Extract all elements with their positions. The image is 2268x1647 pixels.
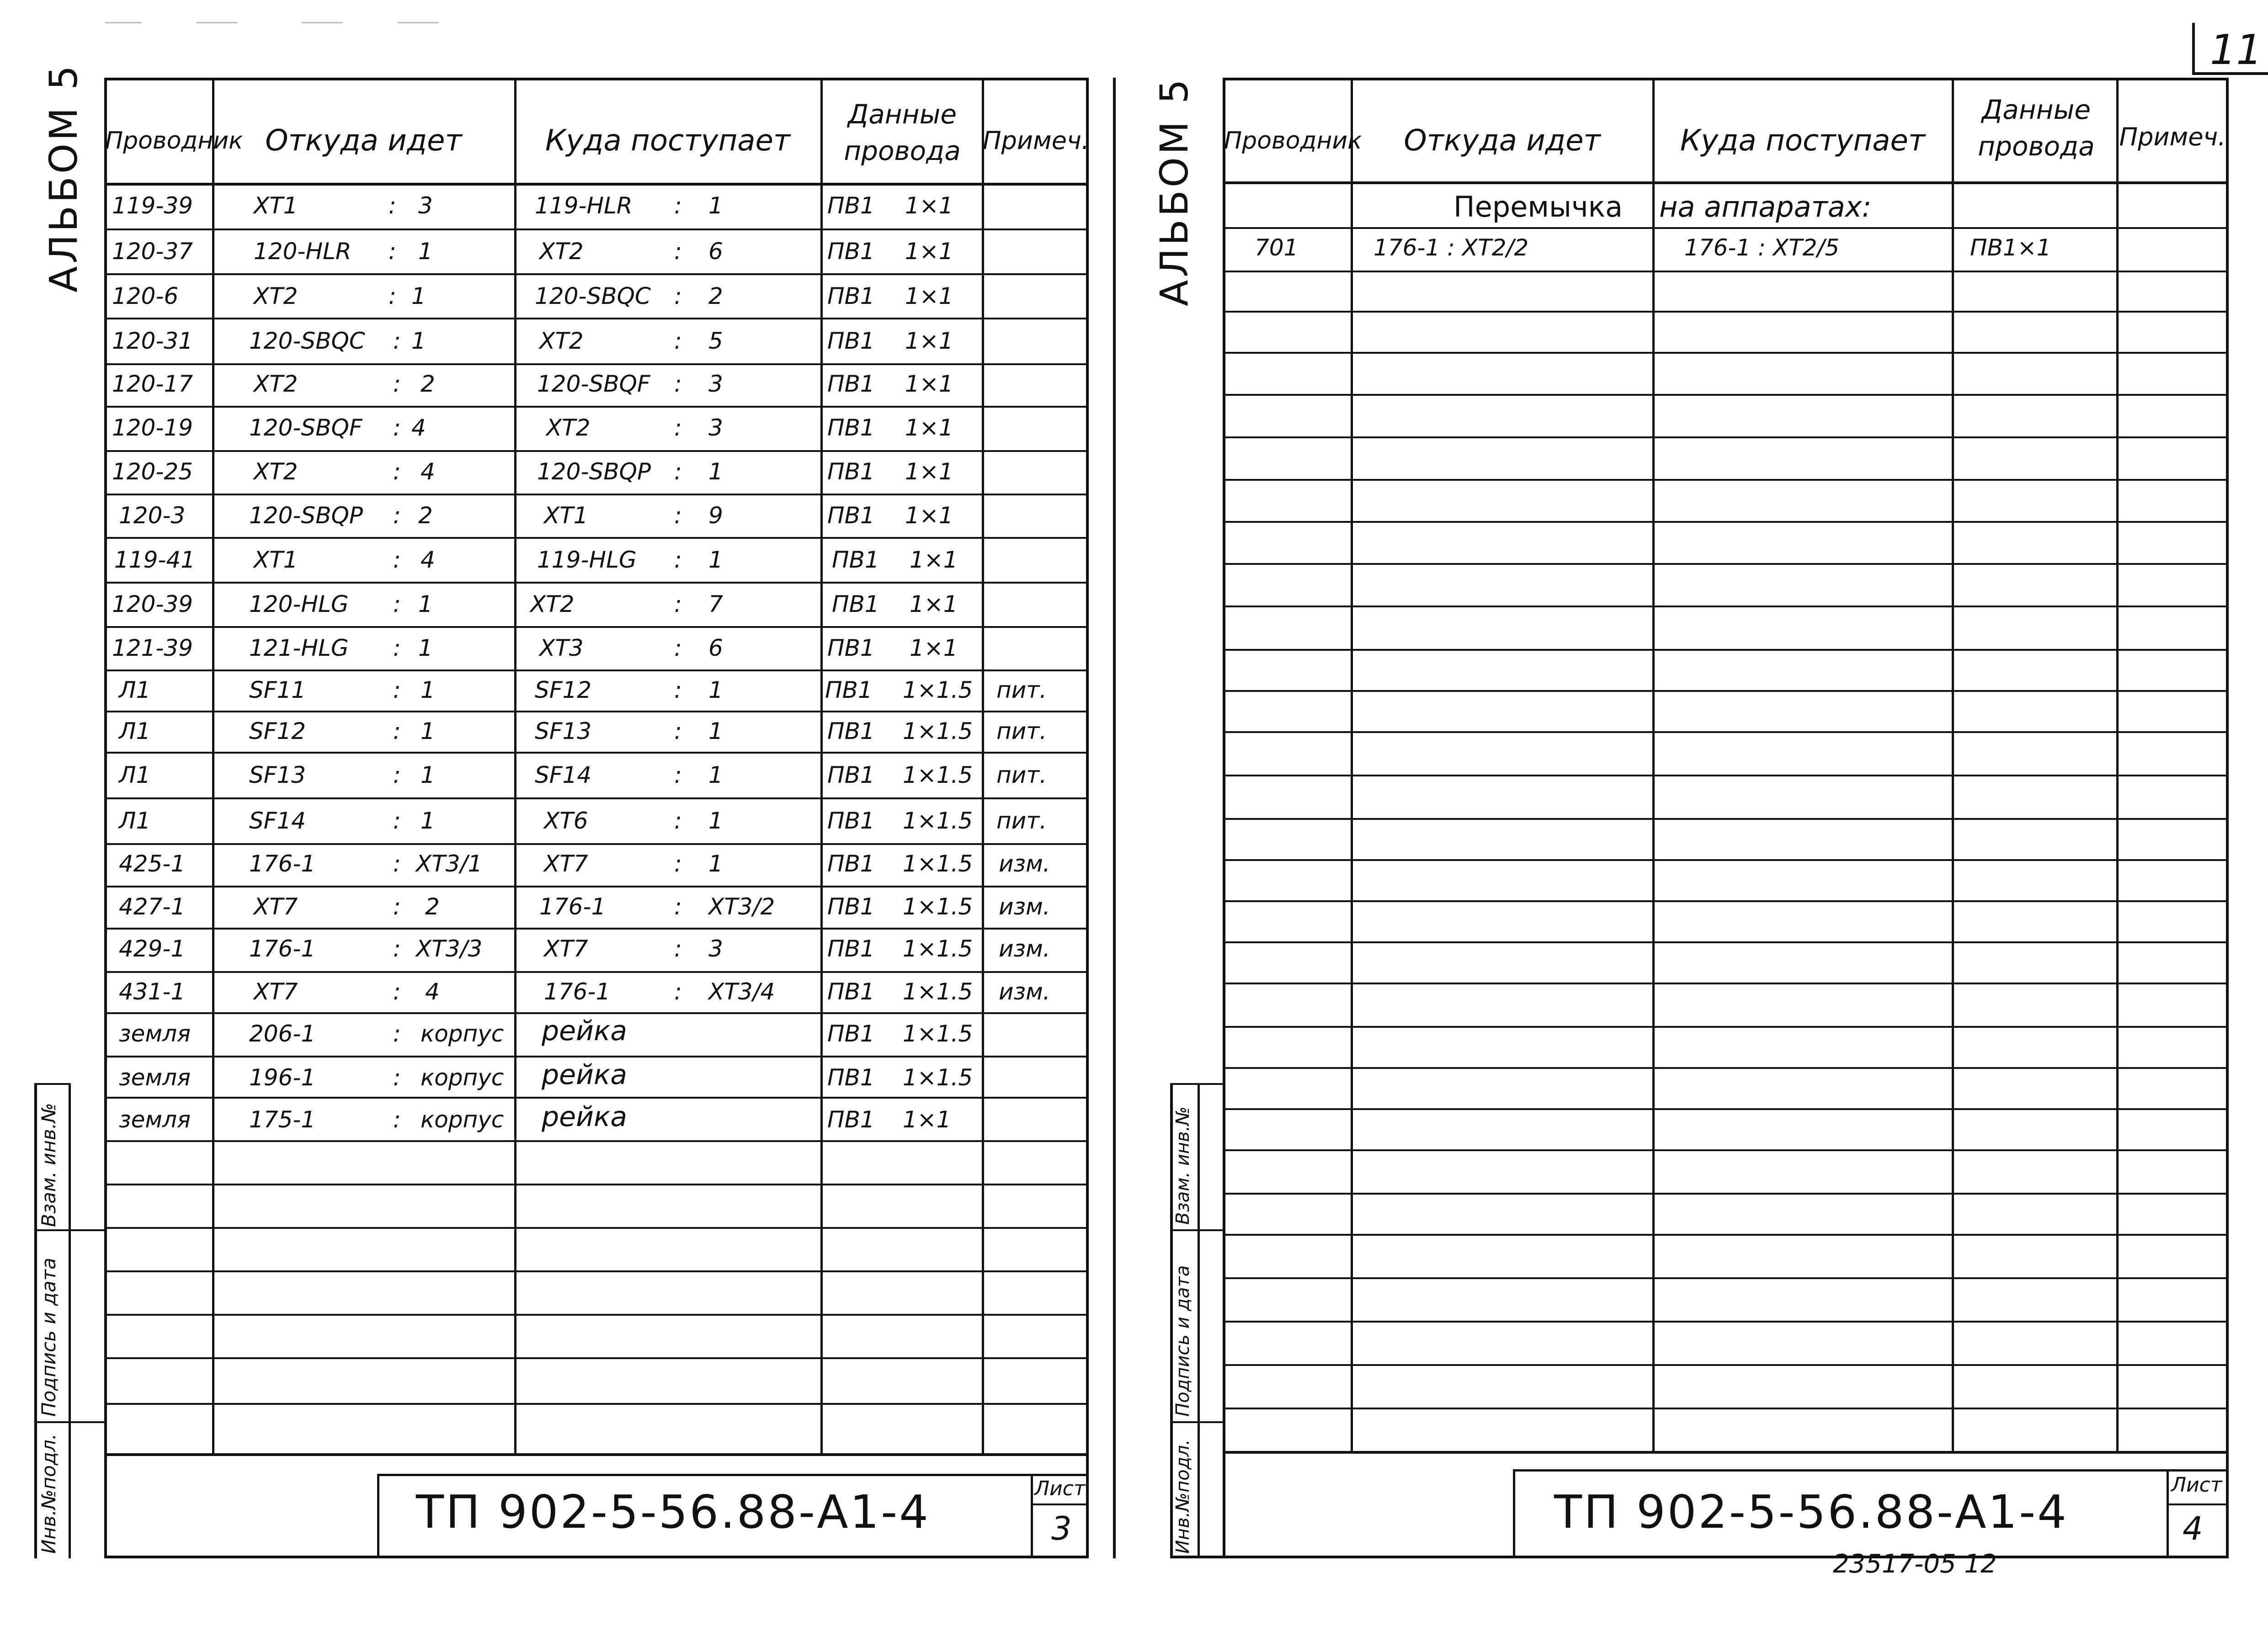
cell-to: рейка — [542, 1101, 628, 1133]
cell-to-colon: : — [674, 677, 682, 703]
cell-conductor: Л1 — [119, 762, 151, 788]
cell-from: XT7 — [254, 978, 298, 1005]
cell-from-pin: 2 — [425, 893, 440, 920]
cell-to-colon: : — [674, 635, 682, 661]
cell-to-pin: 9 — [708, 502, 723, 529]
right-header-wire-data: Данные провода — [1978, 94, 2095, 162]
album-label-right: АЛЬБОМ 5 — [1152, 76, 1197, 306]
cell-from-pin: 4 — [411, 414, 426, 441]
cell-to-colon: : — [674, 591, 682, 617]
cell-from-pin: 1 — [421, 808, 435, 834]
cell-from: XT2 — [254, 458, 298, 485]
cell-to: 119-HLG — [537, 547, 637, 573]
cell-note: изм. — [999, 850, 1050, 877]
cell-to-pin: 3 — [708, 935, 723, 962]
cell-from: 121-HLG — [249, 635, 349, 661]
cell-from: 176-1 — [249, 935, 316, 962]
cell-to-colon: : — [674, 808, 682, 834]
cell-from-pin: 1 — [411, 328, 426, 354]
cell-conductor: 427-1 — [119, 893, 186, 920]
cell-conductor: Л1 — [119, 718, 151, 744]
cell-wire-size: 1×1 — [905, 371, 953, 397]
cell-from-pin: корпус — [421, 1020, 504, 1047]
cell-note: пит. — [996, 718, 1047, 744]
cell-from-pin: 4 — [421, 458, 435, 485]
cell-wire-type: ПВ1 — [827, 808, 875, 834]
cell-conductor: 119-39 — [112, 192, 193, 219]
cell-from: 196-1 — [249, 1064, 316, 1091]
cell-note: изм. — [999, 893, 1050, 920]
cell-to-pin: XT3/2 — [708, 893, 775, 920]
cell-note: пит. — [996, 762, 1047, 788]
jumper-title: Перемычка — [1453, 190, 1623, 223]
cell-wire-size: 1×1.5 — [903, 1064, 973, 1091]
cell-from-pin: XT3/1 — [416, 850, 483, 877]
cell-to: 120-SBQC — [535, 283, 651, 309]
header-note: Примеч. — [983, 126, 1090, 155]
right-header-conductor: Проводник — [1224, 127, 1362, 154]
header-to: Куда поступает — [545, 124, 791, 158]
cell-from: XT7 — [254, 893, 298, 920]
cell-from-pin: корпус — [421, 1106, 504, 1133]
cell-wire-type: ПВ1 — [827, 328, 875, 354]
stamp-inventory-label: Инв.№подл. — [37, 1433, 60, 1554]
cell-from: 206-1 — [249, 1020, 316, 1047]
cell-to: SF14 — [535, 762, 592, 788]
cell-wire-size: 1×1 — [910, 547, 958, 573]
cell-from-pin: 1 — [421, 762, 435, 788]
cell-from: 120-SBQC — [249, 328, 365, 354]
cell-wire-size: 1×1.5 — [903, 935, 973, 962]
cell-wire-size: 1×1 — [905, 458, 953, 485]
stamp-signature-label: Подпись и дата — [37, 1258, 60, 1417]
cell-from-pin: 2 — [421, 371, 435, 397]
cell-wire-size: 1×1.5 — [903, 808, 973, 834]
cell-from: XT1 — [254, 192, 298, 219]
cell-from: SF11 — [249, 677, 306, 703]
cell-to: XT7 — [544, 850, 588, 877]
cell-from: 120-HLR — [254, 238, 351, 265]
cell-conductor: земля — [119, 1064, 191, 1091]
cell-to: 176-1 — [539, 893, 606, 920]
right-header-from: Откуда идет — [1404, 124, 1601, 158]
cell-from-terminal: : — [393, 850, 401, 877]
cell-to-colon: : — [674, 192, 682, 219]
cell-from: SF14 — [249, 808, 306, 834]
cell-from-terminal: : — [393, 414, 401, 441]
cell-to-pin: 6 — [708, 238, 723, 265]
cell-wire-size: 1×1.5 — [903, 850, 973, 877]
cell-wire-size: 1×1 — [903, 1106, 951, 1133]
cell-wire-size: 1×1.5 — [903, 978, 973, 1005]
cell-from-terminal: : — [393, 1064, 401, 1091]
right-cell-to: 176-1 : XT2/5 — [1684, 234, 1840, 261]
cell-wire-type: ПВ1 — [827, 238, 875, 265]
cell-wire-type: ПВ1 — [827, 893, 875, 920]
cell-to-colon: : — [674, 547, 682, 573]
cell-to-pin: 1 — [708, 762, 723, 788]
cell-note: изм. — [999, 978, 1050, 1005]
right-header-to: Куда поступает — [1680, 124, 1926, 158]
right-doc-code: ТП 902-5-56.88-А1-4 — [1554, 1485, 2068, 1539]
cell-conductor: 120-31 — [112, 328, 193, 354]
cell-conductor: 120-17 — [112, 371, 193, 397]
cell-from-terminal: : — [393, 328, 401, 354]
cell-wire-type: ПВ1 — [827, 414, 875, 441]
cell-wire-type: ПВ1 — [827, 850, 875, 877]
cell-to-pin: 1 — [708, 547, 723, 573]
cell-from-terminal: : — [393, 935, 401, 962]
cell-conductor: 431-1 — [119, 978, 186, 1005]
cell-to-colon: : — [674, 935, 682, 962]
cell-note: пит. — [996, 808, 1047, 834]
cell-to: XT6 — [544, 808, 588, 834]
cell-from-terminal: : — [393, 718, 401, 744]
cell-from-pin: 1 — [418, 238, 433, 265]
cell-to: XT2 — [546, 414, 591, 441]
cell-from: 120-SBQF — [249, 414, 362, 441]
cell-from: 120-HLG — [249, 591, 349, 617]
cell-from-terminal: : — [393, 677, 401, 703]
cell-to: XT3 — [539, 635, 584, 661]
right-header-note: Примеч. — [2119, 122, 2226, 151]
cell-to-pin: 1 — [708, 192, 723, 219]
cell-wire-type: ПВ1 — [827, 1020, 875, 1047]
cell-from: XT2 — [254, 371, 298, 397]
cell-to-pin: 1 — [708, 458, 723, 485]
right-cell-from: 176-1 : XT2/2 — [1374, 234, 1529, 261]
cell-to-pin: 1 — [708, 718, 723, 744]
cell-wire-type: ПВ1 — [827, 1064, 875, 1091]
cell-conductor: земля — [119, 1020, 191, 1047]
stamp-replacement-label-right: Взам. инв.№ — [1172, 1106, 1193, 1225]
cell-conductor: 120-37 — [112, 238, 193, 265]
cell-from: 175-1 — [249, 1106, 316, 1133]
cell-from-pin: 1 — [418, 635, 433, 661]
cell-wire-type: ПВ1 — [827, 978, 875, 1005]
cell-from-terminal: : — [393, 893, 401, 920]
cell-wire-size: 1×1 — [905, 502, 953, 529]
cell-from-pin: 1 — [421, 677, 435, 703]
jumper-title-2: на аппаратах: — [1659, 190, 1872, 223]
cell-wire-type: ПВ1 — [832, 547, 879, 573]
cell-to-pin: 3 — [708, 414, 723, 441]
cell-from: XT1 — [254, 547, 298, 573]
cell-wire-type: ПВ1 — [827, 502, 875, 529]
cell-to: рейка — [542, 1015, 628, 1047]
cell-from-terminal: : — [393, 978, 401, 1005]
stamp-signature-label-right: Подпись и дата — [1172, 1265, 1193, 1417]
cell-from: SF13 — [249, 762, 306, 788]
cell-from-pin: XT3/3 — [416, 935, 483, 962]
cell-from-terminal: : — [393, 371, 401, 397]
cell-from-terminal: : — [389, 192, 396, 219]
cell-from-pin: 2 — [418, 502, 433, 529]
cell-to-colon: : — [674, 328, 682, 354]
cell-to: рейка — [542, 1059, 628, 1091]
left-sheet-label: Лист — [1034, 1477, 1086, 1500]
cell-note: изм. — [999, 935, 1050, 962]
cell-conductor: 425-1 — [119, 850, 186, 877]
cell-to: XT2 — [539, 238, 584, 265]
cell-from-terminal: : — [393, 591, 401, 617]
cell-wire-type: ПВ1 — [827, 192, 875, 219]
cell-from-pin: корпус — [421, 1064, 504, 1091]
cell-wire-type: ПВ1 — [827, 283, 875, 309]
right-sheet-label: Лист — [2171, 1473, 2222, 1497]
cell-wire-type: ПВ1 — [827, 718, 875, 744]
cell-wire-type: ПВ1 — [827, 935, 875, 962]
corner-sheet-number: 11 — [2210, 26, 2263, 74]
header-conductor: Проводник — [105, 127, 243, 154]
cell-to: 176-1 — [544, 978, 611, 1005]
left-sheet-number: 3 — [1051, 1510, 1072, 1547]
cell-from: SF12 — [249, 718, 306, 744]
cell-from-pin: 1 — [411, 283, 426, 309]
cell-wire-size: 1×1 — [905, 238, 953, 265]
cell-conductor: 120-3 — [119, 502, 186, 529]
left-doc-code: ТП 902-5-56.88-А1-4 — [416, 1485, 930, 1539]
cell-conductor: 120-19 — [112, 414, 193, 441]
cell-wire-size: 1×1.5 — [903, 893, 973, 920]
cell-to: 120-SBQF — [537, 371, 650, 397]
cell-wire-type: ПВ1 — [832, 591, 879, 617]
cell-from-terminal: : — [393, 458, 401, 485]
cell-conductor: 121-39 — [112, 635, 193, 661]
cell-wire-type: ПВ1 — [827, 371, 875, 397]
cell-from-pin: 1 — [418, 591, 433, 617]
stamp-replacement-label: Взам. инв.№ — [37, 1103, 60, 1227]
cell-conductor: земля — [119, 1106, 191, 1133]
cell-conductor: 119-41 — [114, 547, 196, 573]
cell-from-pin: 1 — [421, 718, 435, 744]
cell-conductor: 120-6 — [112, 283, 179, 309]
cell-to: XT2 — [539, 328, 584, 354]
cell-to-colon: : — [674, 850, 682, 877]
cell-from-terminal: : — [393, 547, 401, 573]
cell-from-terminal: : — [393, 635, 401, 661]
cell-conductor: Л1 — [119, 677, 151, 703]
cell-wire-size: 1×1 — [905, 414, 953, 441]
archive-number: 23517-05 12 — [1833, 1549, 1997, 1579]
cell-from-terminal: : — [393, 1106, 401, 1133]
cell-to-pin: 1 — [708, 808, 723, 834]
album-label-left: АЛЬБОМ 5 — [41, 63, 86, 292]
cell-from-terminal: : — [393, 808, 401, 834]
cell-wire-type: ПВ1 — [825, 677, 873, 703]
stamp-inventory-label-right: Инв.№подл. — [1172, 1439, 1193, 1554]
cell-to: XT1 — [544, 502, 588, 529]
cell-wire-type: ПВ1 — [827, 1106, 875, 1133]
cell-from-pin: 4 — [421, 547, 435, 573]
cell-to: 119-HLR — [535, 192, 633, 219]
cell-to: 120-SBQP — [537, 458, 651, 485]
cell-wire-size: 1×1.5 — [903, 677, 973, 703]
cell-wire-size: 1×1 — [905, 328, 953, 354]
cell-to: SF13 — [535, 718, 592, 744]
cell-from: 176-1 — [249, 850, 316, 877]
right-cell-conductor: 701 — [1255, 234, 1299, 261]
header-from: Откуда идет — [265, 124, 462, 158]
cell-to: XT7 — [544, 935, 588, 962]
cell-from-pin: 4 — [425, 978, 440, 1005]
cell-from-pin: 3 — [418, 192, 433, 219]
cell-from-terminal: : — [389, 283, 396, 309]
cell-to-pin: 2 — [708, 283, 723, 309]
cell-to-pin: 1 — [708, 677, 723, 703]
cell-from-terminal: : — [389, 238, 396, 265]
cell-wire-type: ПВ1 — [827, 635, 875, 661]
cell-to-colon: : — [674, 283, 682, 309]
cell-to-pin: 6 — [708, 635, 723, 661]
cell-from: XT2 — [254, 283, 298, 309]
cell-from-terminal: : — [393, 1020, 401, 1047]
header-wire-data: Данные провода — [844, 99, 961, 166]
cell-to: SF12 — [535, 677, 592, 703]
cell-note: пит. — [996, 677, 1047, 703]
cell-wire-type: ПВ1 — [827, 458, 875, 485]
cell-from: 120-SBQP — [249, 502, 363, 529]
cell-to-colon: : — [674, 414, 682, 441]
cell-to-colon: : — [674, 458, 682, 485]
cell-wire-size: 1×1.5 — [903, 762, 973, 788]
cell-wire-size: 1×1 — [905, 283, 953, 309]
cell-to-pin: 1 — [708, 850, 723, 877]
cell-to-colon: : — [674, 238, 682, 265]
cell-wire-size: 1×1 — [905, 192, 953, 219]
cell-from-terminal: : — [393, 502, 401, 529]
cell-to-pin: 5 — [708, 328, 723, 354]
cell-wire-size: 1×1 — [910, 635, 958, 661]
cell-from-terminal: : — [393, 762, 401, 788]
cell-wire-type: ПВ1 — [827, 762, 875, 788]
cell-to-pin: 3 — [708, 371, 723, 397]
cell-wire-size: 1×1 — [910, 591, 958, 617]
right-cell-wire: ПВ1×1 — [1970, 234, 2051, 261]
cell-to-pin: XT3/4 — [708, 978, 775, 1005]
cell-to-colon: : — [674, 371, 682, 397]
cell-to-colon: : — [674, 502, 682, 529]
cell-to-pin: 7 — [708, 591, 723, 617]
cell-to-colon: : — [674, 893, 682, 920]
cell-conductor: 120-39 — [112, 591, 193, 617]
cell-conductor: 429-1 — [119, 935, 186, 962]
cell-to-colon: : — [674, 762, 682, 788]
cell-to: XT2 — [530, 591, 575, 617]
cell-conductor: 120-25 — [112, 458, 193, 485]
cell-to-colon: : — [674, 978, 682, 1005]
cell-conductor: Л1 — [119, 808, 151, 834]
right-sheet-number: 4 — [2183, 1510, 2203, 1547]
cell-wire-size: 1×1.5 — [903, 1020, 973, 1047]
cell-wire-size: 1×1.5 — [903, 718, 973, 744]
cell-to-colon: : — [674, 718, 682, 744]
